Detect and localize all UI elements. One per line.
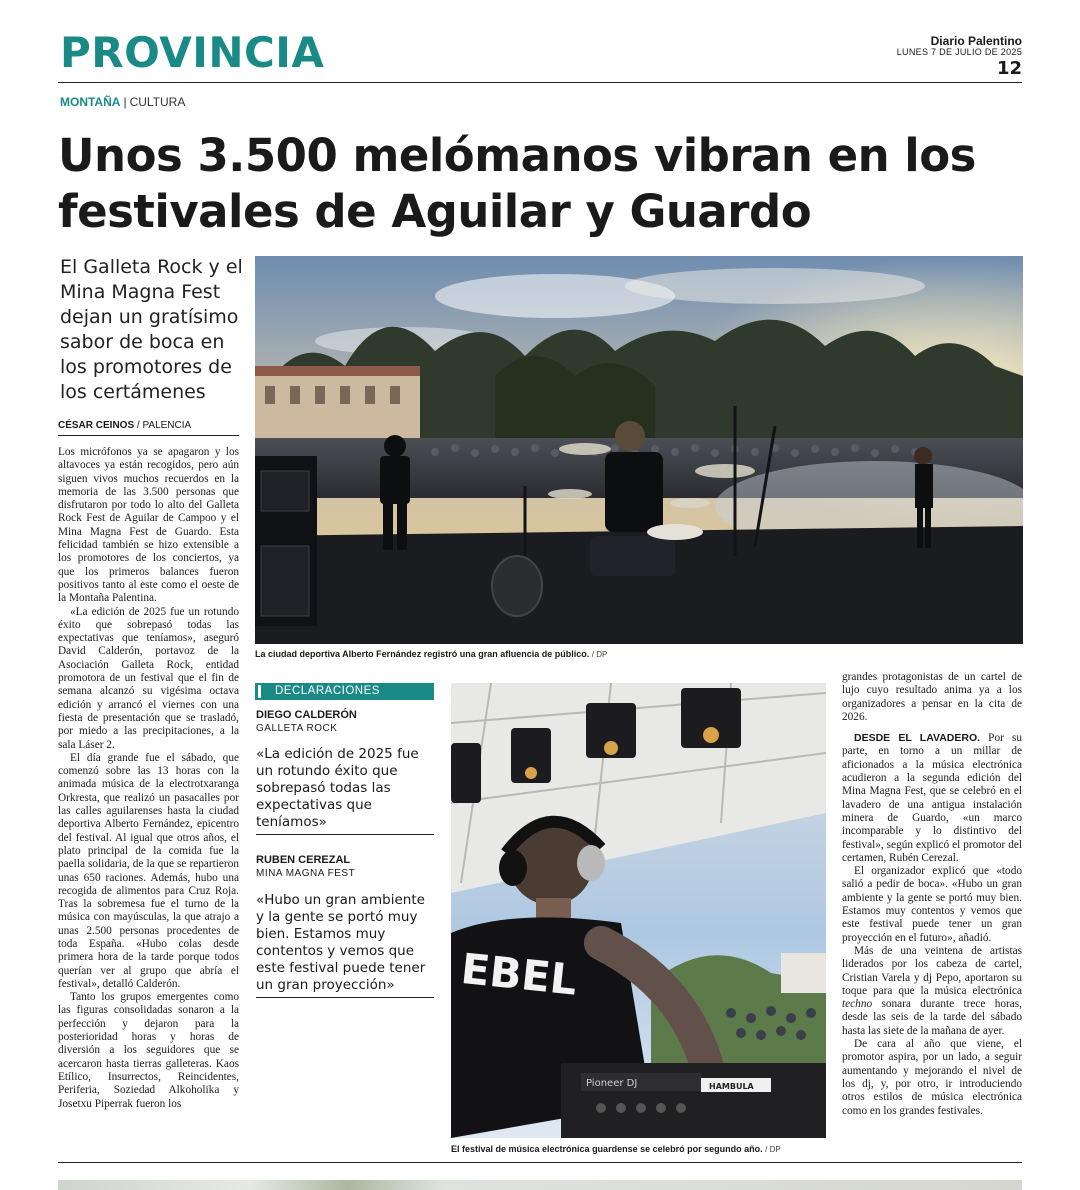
declarations-label: DECLARACIONES [275, 685, 380, 697]
dj-illustration [451, 683, 826, 1138]
byline-author: CÉSAR CEINOS [58, 420, 135, 431]
concert-photo [255, 256, 1023, 644]
dj-photo [451, 683, 826, 1138]
caption-credit: / DP [591, 650, 608, 659]
speaker-org: GALLETA ROCK [256, 723, 338, 734]
byline [58, 420, 239, 436]
concert-photo-caption [255, 649, 1023, 659]
byline-location: PALENCIA [142, 420, 192, 431]
shirt-text: EBEL [458, 943, 580, 1005]
declarations-bar-icon [258, 685, 261, 698]
byline-separator: / [134, 420, 143, 431]
section-title: PROVINCIA [60, 28, 325, 77]
pull-quote: «Hubo un gran ambiente y la gente se portó muy bien. Estamos muy contentos y vemos que este festival puede tener un gran proyección» [256, 892, 434, 998]
headline: Unos 3.500 melómanos vibran en los festivales de Aguilar y Guardo [58, 129, 976, 238]
body-column-1 [58, 446, 239, 1156]
dj-photo-caption [451, 1144, 826, 1154]
amp-label: HAMBULA [709, 1082, 754, 1091]
kicker-separator: | [123, 95, 127, 109]
speaker-name: RUBEN CEREZAL [256, 854, 351, 866]
pull-quote: «La edición de 2025 fue un rotundo éxito que sobrepasó todas las expectativas que teníamos» [256, 746, 434, 835]
body-paragraph: grandes protagonistas de un cartel de lujo cuyo resultado anima ya a los organizadores a pensar en la cita de 2026. [842, 671, 1022, 723]
subhead: El Galleta Rock y el Mina Magna Fest dejan un gratísimo sabor de boca en los promotores de los certámenes [60, 256, 243, 403]
speaker-name: DIEGO CALDERÓN [256, 709, 357, 721]
header-rule [58, 82, 1022, 83]
body-column-4 [842, 671, 1022, 1156]
publication-date: LUNES 7 DE JULIO DE 2025 [896, 47, 1022, 57]
body-paragraph [842, 945, 1022, 1038]
body-paragraph: Los micrófonos ya se apagaron y los altavoces ya están recogidos, pero aún siguen vivos muchos recuerdos en la memoria de las 3.500 personas que disfrutaron por todo lo alto del Galleta Rock Fest de Aguilar de Campoo y el Mina Magna Fest de Guardo. Esta felicidad también se hizo extensible a los promotores de los conciertos, ya que los primeros balances fueron positivos tanto al este como el oeste de la Montaña Palentina. [58, 446, 239, 605]
body-paragraph-text: sonara durante trece horas, desde las seis de la tarde del sábado hasta las siete de la mañana de ayer. [842, 998, 1022, 1037]
body-paragraph [842, 732, 1022, 865]
body-italic: techno [842, 998, 873, 1011]
kicker-sub: CULTURA [129, 95, 186, 109]
kicker-main: MONTAÑA [60, 95, 121, 109]
footer-rule [58, 1162, 1022, 1163]
page-number: 12 [996, 58, 1022, 79]
caption-text: La ciudad deportiva Alberto Fernández registró una gran afluencia de público. [255, 649, 590, 659]
caption-credit: / DP [765, 1145, 781, 1154]
publication-name: Diario Palentino [930, 34, 1022, 48]
body-paragraph: Tanto los grupos emergentes como las figuras consolidadas sonaron a la perfección y dejaron para la posterioridad horas y horas de diversión a los seguidores que se acercaron hasta tierras galleteras. Kaos Etílico, Insurrectos, Reincidentes, Periferia, Soziedad Alkoholika y Josetxu Piperrak fueron los [58, 991, 239, 1110]
declarations-header [255, 683, 434, 700]
caption-text: El festival de música electrónica guardense se celebró por segundo año. [451, 1144, 763, 1154]
body-paragraph-text: Más de una veintena de artistas liderados por los cabeza de cartel, Cristian Varela y dj Pepo, aportaron su toque para que la música electrónica [842, 944, 1022, 997]
body-paragraph: El organizador explicó que «todo salió a pedir de boca». «Hubo un gran ambiente y la gente se portó muy bien. Estamos muy contentos y vemos que este festival puede tener un gran proyección en el futuro», añadió. [842, 865, 1022, 944]
next-article-strip [58, 1180, 1022, 1190]
speaker-org: MINA MAGNA FEST [256, 868, 356, 879]
body-paragraph: «La edición de 2025 fue un rotundo éxito que sobrepasó todas las expectativas que teníamos», aseguró David Calderón, portavoz de la Asociación Galleta Rock, entidad promotora de un festival que el fin de semana alcanzó su vigésima octava edición y arrancó el viernes con una fiesta de presentación que se trasladó, por miedo a las precipitaciones, a la sala Láser 2. [58, 605, 239, 751]
body-paragraph: El día grande fue el sábado, que comenzó sobre las 13 horas con la animada música de la electrotxaranga Orkresta, que realizó un pasacalles por las calles aguilarenses hasta la ciudad deportiva Alberto Fernández, epicentro del festival. Al igual que otros años, el plato principal de la comida fue la paella solidaria, de la que se repartieron unas 650 raciones. Además, hubo una recogida de alimentos para Cruz Roja. Tras la sobremesa fue el turno de la música con mayúsculas, la que atrajo a unas 2.500 personas procedentes de toda España. «Hubo colas desde primera hora de la tarde porque todos querían ver al grupo que abría el festival», detalló Calderón. [58, 751, 239, 990]
body-paragraph: De cara al año que viene, el promotor aspira, por un lado, a seguir aumentando y mejorando el nivel de los dj, y, por otro, ir introduciendo otros estilos de música electrónica como en los grandes festivales. [842, 1038, 1022, 1117]
concert-illustration [255, 256, 1023, 644]
kicker [60, 95, 185, 109]
lead-in: DESDE EL LAVADERO. [854, 732, 981, 745]
mixer-brand: Pioneer DJ [586, 1078, 638, 1089]
body-paragraph-text: Por su parte, en torno a un millar de aficionados a la música electrónica acudieron a la segunda edición del Mina Magna Fest, que se celebró en el lavadero de una antigua instalación minera de Guardo, «un marco incomparable y lo distintivo del festival», según explicó el promotor del certamen, Rubén Cerezal. [842, 732, 1022, 864]
